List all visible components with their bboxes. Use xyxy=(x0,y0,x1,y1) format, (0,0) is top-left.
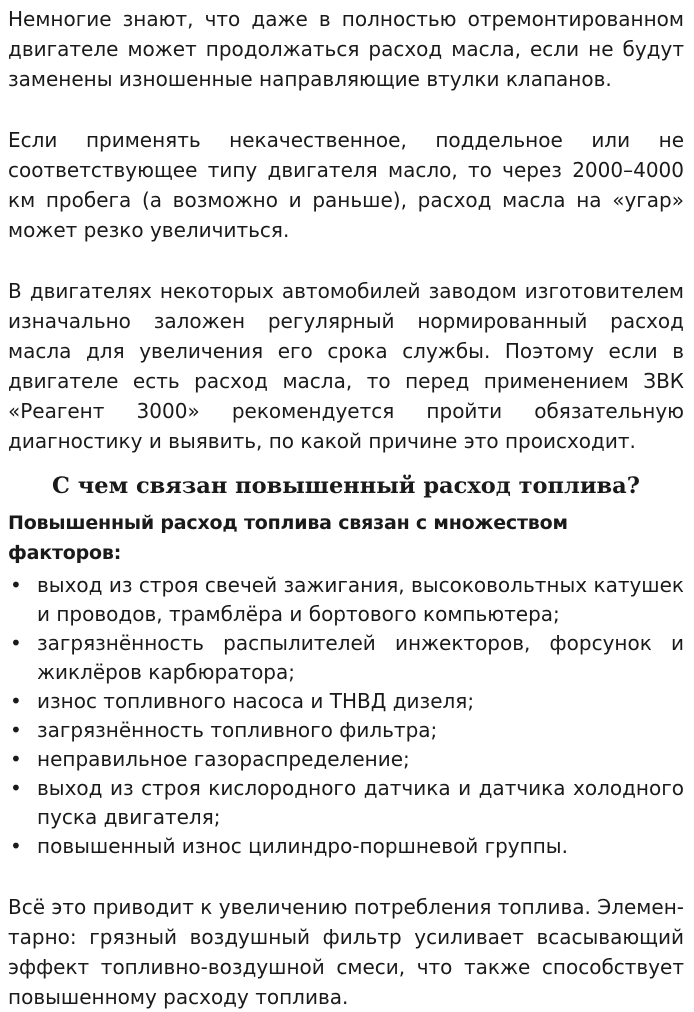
list-item xyxy=(8,716,684,745)
paragraph-normal-consumption: В двигателях некоторых автомобилей заводом изготовителем изначально заложен регулярный нормированный расход масла для увеличения его срока службы. Поэтому если в двигателе есть расход масла, то перед применением ЗВК «Реагент 3000» рекомендуется пройти обязательную диагностику и выявить, по какой причине это происходит. xyxy=(8,279,684,453)
list-item-text: загрязнённость топливного фильтра; xyxy=(37,718,438,742)
list-item-text: повышенный износ цилиндро-поршневой группы. xyxy=(37,834,568,858)
factors-list xyxy=(8,571,684,861)
paragraph-valve-guides: Немногие знают, что даже в полностью отремонтированном двигателе может продолжаться расход масла, если не будут заменены изношенные направляющие втулки клапанов. xyxy=(8,7,684,91)
bullet-icon: • xyxy=(10,718,22,742)
paragraph-gap xyxy=(8,245,684,276)
list-item-text: загрязнённость распылителей инжекторов, форсунок и жиклёров карбюратора; xyxy=(37,631,684,684)
list-item xyxy=(8,629,684,687)
list-item-text: выход из строя кислородного датчика и датчика холодного пуска двигателя; xyxy=(37,776,684,829)
bullet-icon: • xyxy=(10,747,22,771)
section-heading: С чем связан повышенный расход топлива? xyxy=(52,473,640,499)
bullet-icon: • xyxy=(10,631,22,655)
bullet-icon: • xyxy=(10,689,22,713)
list-item xyxy=(8,774,684,832)
list-item xyxy=(8,687,684,716)
list-item xyxy=(8,571,684,629)
list-item-text: износ топливного насоса и ТНВД дизеля; xyxy=(37,689,475,713)
list-item-text: выход из строя свечей зажигания, высоковольтных катушек и проводов, трамблёра и бортового компьютера; xyxy=(37,573,684,626)
list-item-text: неправильное газораспределение; xyxy=(37,747,410,771)
paragraph-gap xyxy=(8,861,684,892)
paragraph-gap xyxy=(8,94,684,125)
paragraph-conclusion: Всё это приводит к увеличению потребления топлива. Элементарно: грязный воздушный фильтр усиливает всасывающий эффект топливно-воздушной смеси, что также способствует повышенному расходу топлива. xyxy=(8,895,684,1009)
bullet-icon: • xyxy=(10,834,22,858)
section-subheading: Повышенный расход топлива связан с множеством факторов: xyxy=(8,512,568,564)
list-item xyxy=(8,745,684,774)
list-item xyxy=(8,832,684,861)
bullet-icon: • xyxy=(10,776,22,800)
paragraph-bad-oil: Если применять некачественное, поддельное или не соответствующее типу двигателя масло, то через 2000–4000 км пробега (а возможно и раньше), расход масла на «угар» может резко увеличиться. xyxy=(8,128,684,242)
bullet-icon: • xyxy=(10,573,22,597)
